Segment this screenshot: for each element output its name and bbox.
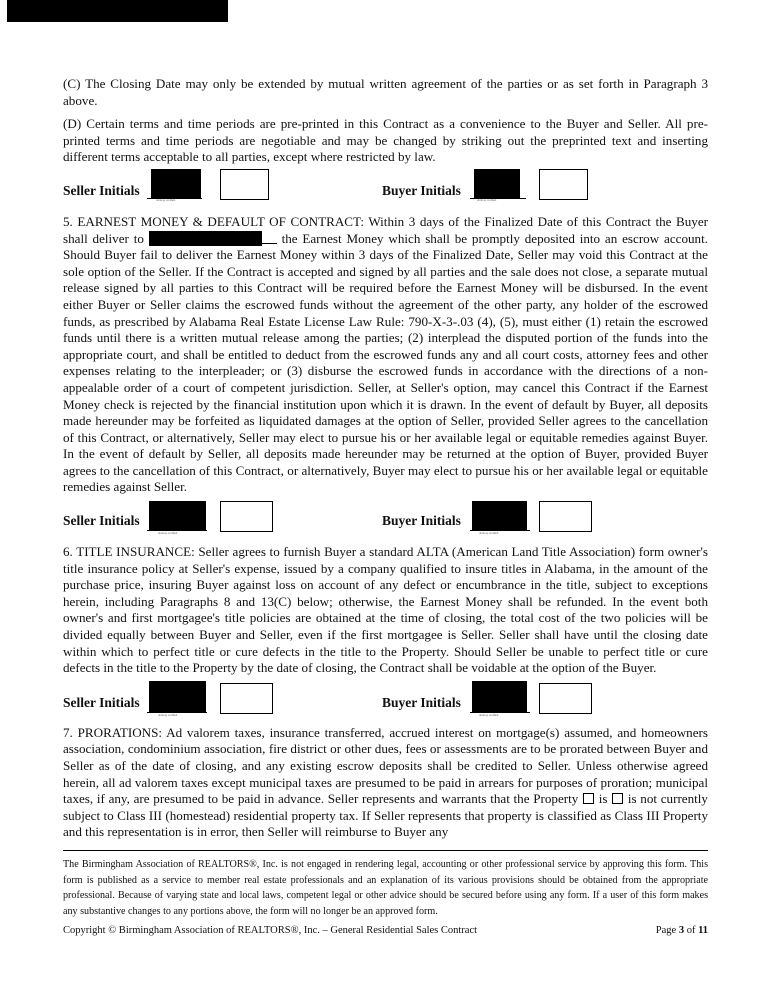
seller-signature-line xyxy=(147,530,207,531)
section-7-text-b: is not currently subject to Class III (homestead) residential property tax. If Seller represents that property is classified as Class III Property and this representation is in error, then Seller will reimburse to Buyer any xyxy=(63,791,708,840)
buyer-initials-label: Buyer Initials xyxy=(382,694,461,710)
verified-caption: dotloop verified xyxy=(477,197,497,202)
page-number xyxy=(656,925,708,936)
initials-row-2 xyxy=(63,498,708,544)
paragraph-d: (D) Certain terms and time periods are pre-printed in this Contract as a convenience to the Buyer and Seller. All pre-printed terms and time periods are negotiable and may be changed by striking out the preprinted text and inserting different terms acceptable to all parties, except where restricted by law. xyxy=(63,116,708,165)
section-7-prorations xyxy=(63,725,708,841)
seller-initials-box[interactable] xyxy=(220,683,273,714)
escrow-holder-blank xyxy=(262,231,277,244)
buyer-initials-box[interactable] xyxy=(539,501,592,532)
escrow-holder-redacted xyxy=(149,231,262,246)
seller-initials-label: Seller Initials xyxy=(63,513,140,529)
page-prefix: Page xyxy=(655,925,679,936)
verified-caption: dotloop verified xyxy=(479,531,499,536)
section-5-earnest-money xyxy=(63,214,708,496)
section-5-text-a: 5. EARNEST MONEY & DEFAULT OF CONTRACT: Within 3 days of the Finalized Date of this Contract the Buyer shall deliver to xyxy=(63,213,708,246)
initials-row-3 xyxy=(63,679,708,725)
section-6-title-insurance: 6. TITLE INSURANCE: Seller agrees to furnish Buyer a standard ALTA (American Land Title Association) form owner's title insurance policy at Seller's expense, issued by a company qualified to insure titles in Alabama, in the amount of the purchase price, insuring Buyer against loss on account of any defect or encumbrance in the title, subject to exceptions herein, including Paragraphs 8 and 13(C) below; otherwise, the Earnest Money shall be refunded. In the event both owner's and first mortgagee's title policies are obtained at the time of closing, the total cost of the two policies will be divided equally between Buyer and Seller, even if the first mortgagee is Seller. Seller shall have until the closing date within which to perfect title or cure defects in the title to the Property. Should Seller be unable to perfect title or cure defects in the title to the Property by the date of closing, the Contract shall be voidable at the option of the Buyer. xyxy=(63,544,708,676)
document-body xyxy=(63,76,708,841)
buyer-initials-box[interactable] xyxy=(539,683,592,714)
redaction-bar-top xyxy=(7,0,228,22)
page-current: 3 xyxy=(678,925,685,936)
buyer-initials-redacted xyxy=(474,169,520,198)
seller-initials-box[interactable] xyxy=(220,169,269,200)
verified-caption: dotloop verified xyxy=(156,197,176,202)
is-label: is xyxy=(598,791,608,807)
buyer-initials-box[interactable] xyxy=(539,169,588,200)
seller-initials-redacted xyxy=(151,169,201,198)
verified-caption: dotloop verified xyxy=(158,531,178,536)
buyer-initials-label: Buyer Initials xyxy=(382,513,461,529)
verified-caption: dotloop verified xyxy=(158,712,178,717)
seller-initials-redacted xyxy=(149,501,206,530)
seller-initials-label: Seller Initials xyxy=(63,182,140,198)
buyer-initials-redacted xyxy=(472,681,527,712)
homestead-is-checkbox[interactable] xyxy=(583,793,594,804)
footer-divider xyxy=(63,850,708,851)
seller-signature-line xyxy=(147,712,207,713)
page-of: of xyxy=(684,925,699,936)
paragraph-c: (C) The Closing Date may only be extended by mutual written agreement of the parties or as set forth in Paragraph 3 above. xyxy=(63,76,708,108)
seller-initials-redacted xyxy=(149,681,206,712)
buyer-initials-redacted xyxy=(472,501,527,530)
section-5-text-b: the Earnest Money which shall be promptly deposited into an escrow account. Should Buyer fail to deliver the Earnest Money within 3 days of the Finalized Date, Seller may void this Contract at the sole option of the Seller. If the Contract is accepted and signed by all parties and the sale does not close, a separate mutual release signed by all parties to this Contract will be required before the Earnest Money will be disbursed. In the event either Buyer or Seller claims the escrowed funds without the agreement of the other party, any holder of the escrowed funds, as prescribed by Alabama Real Estate License Law Rule: 790-X-3-.03 (4), (5), must either (1) retain the escrowed funds until there is a written mutual release among the parties; (2) interplead the disputed portion of the funds into the appropriate court, and shall be entitled to deduct from the escrowed funds any and all court costs, attorney fees and other expenses relating to the interpleader; or (3) disburse the escrowed funds in accordance with the directions of a non-appealable order of a court of competent jurisdiction. Seller, at Seller's option, may cancel this Contract if the Earnest Money check is rejected by the financial institution upon which it is drawn. In the event of default by Buyer, all deposits made hereunder may be forfeited as liquidated damages at the option of Seller, provided Seller agrees to the cancellation of this Contract, or alternatively, Seller may elect to pursue his or her available legal or equitable remedies against Buyer. In the event of default by Seller, all deposits made hereunder may be returned at the option of Buyer, provided Buyer agrees to the cancellation of this Contract, or alternatively, Buyer may elect to pursue his or her available legal or equitable remedies against Seller. xyxy=(63,230,708,495)
seller-initials-box[interactable] xyxy=(220,501,273,532)
buyer-initials-label: Buyer Initials xyxy=(382,182,461,198)
copyright-notice: Copyright © Birmingham Association of REALTORS®, Inc. – General Residential Sales Contract xyxy=(63,925,478,936)
homestead-is-not-checkbox[interactable] xyxy=(612,793,623,804)
page-total: 11 xyxy=(698,925,708,936)
verified-caption: dotloop verified xyxy=(479,712,499,717)
section-7-text-a: 7. PRORATIONS: Ad valorem taxes, insurance transferred, accrued interest on mortgage(s) assumed, and homeowners association, condominium association, fire district or other dues, fees or assessments are to be prorated between Buyer and Seller as of the date of closing, and any existing escrow deposits shall be credited to Seller. Unless otherwise agreed herein, all ad valorem taxes except municipal taxes are presumed to be paid in arrears for purposes of proration; municipal taxes, if any, are presumed to be paid in advance. Seller represents and warrants that the Property xyxy=(63,724,708,807)
seller-initials-label: Seller Initials xyxy=(63,694,140,710)
footer-disclaimer: The Birmingham Association of REALTORS®, Inc. is not engaged in rendering legal, accounting or other professional service by approving this form. This form is published as a service to member real estate professionals and an explanation of its various provisions should be obtained from the appropriate professional. Because of varying state and local laws, competent legal or other advice should be secured before using any form. If a user of this form makes any substantive changes to any portions above, the form will no longer be an approved form. xyxy=(63,859,708,917)
initials-row-1 xyxy=(63,168,708,214)
